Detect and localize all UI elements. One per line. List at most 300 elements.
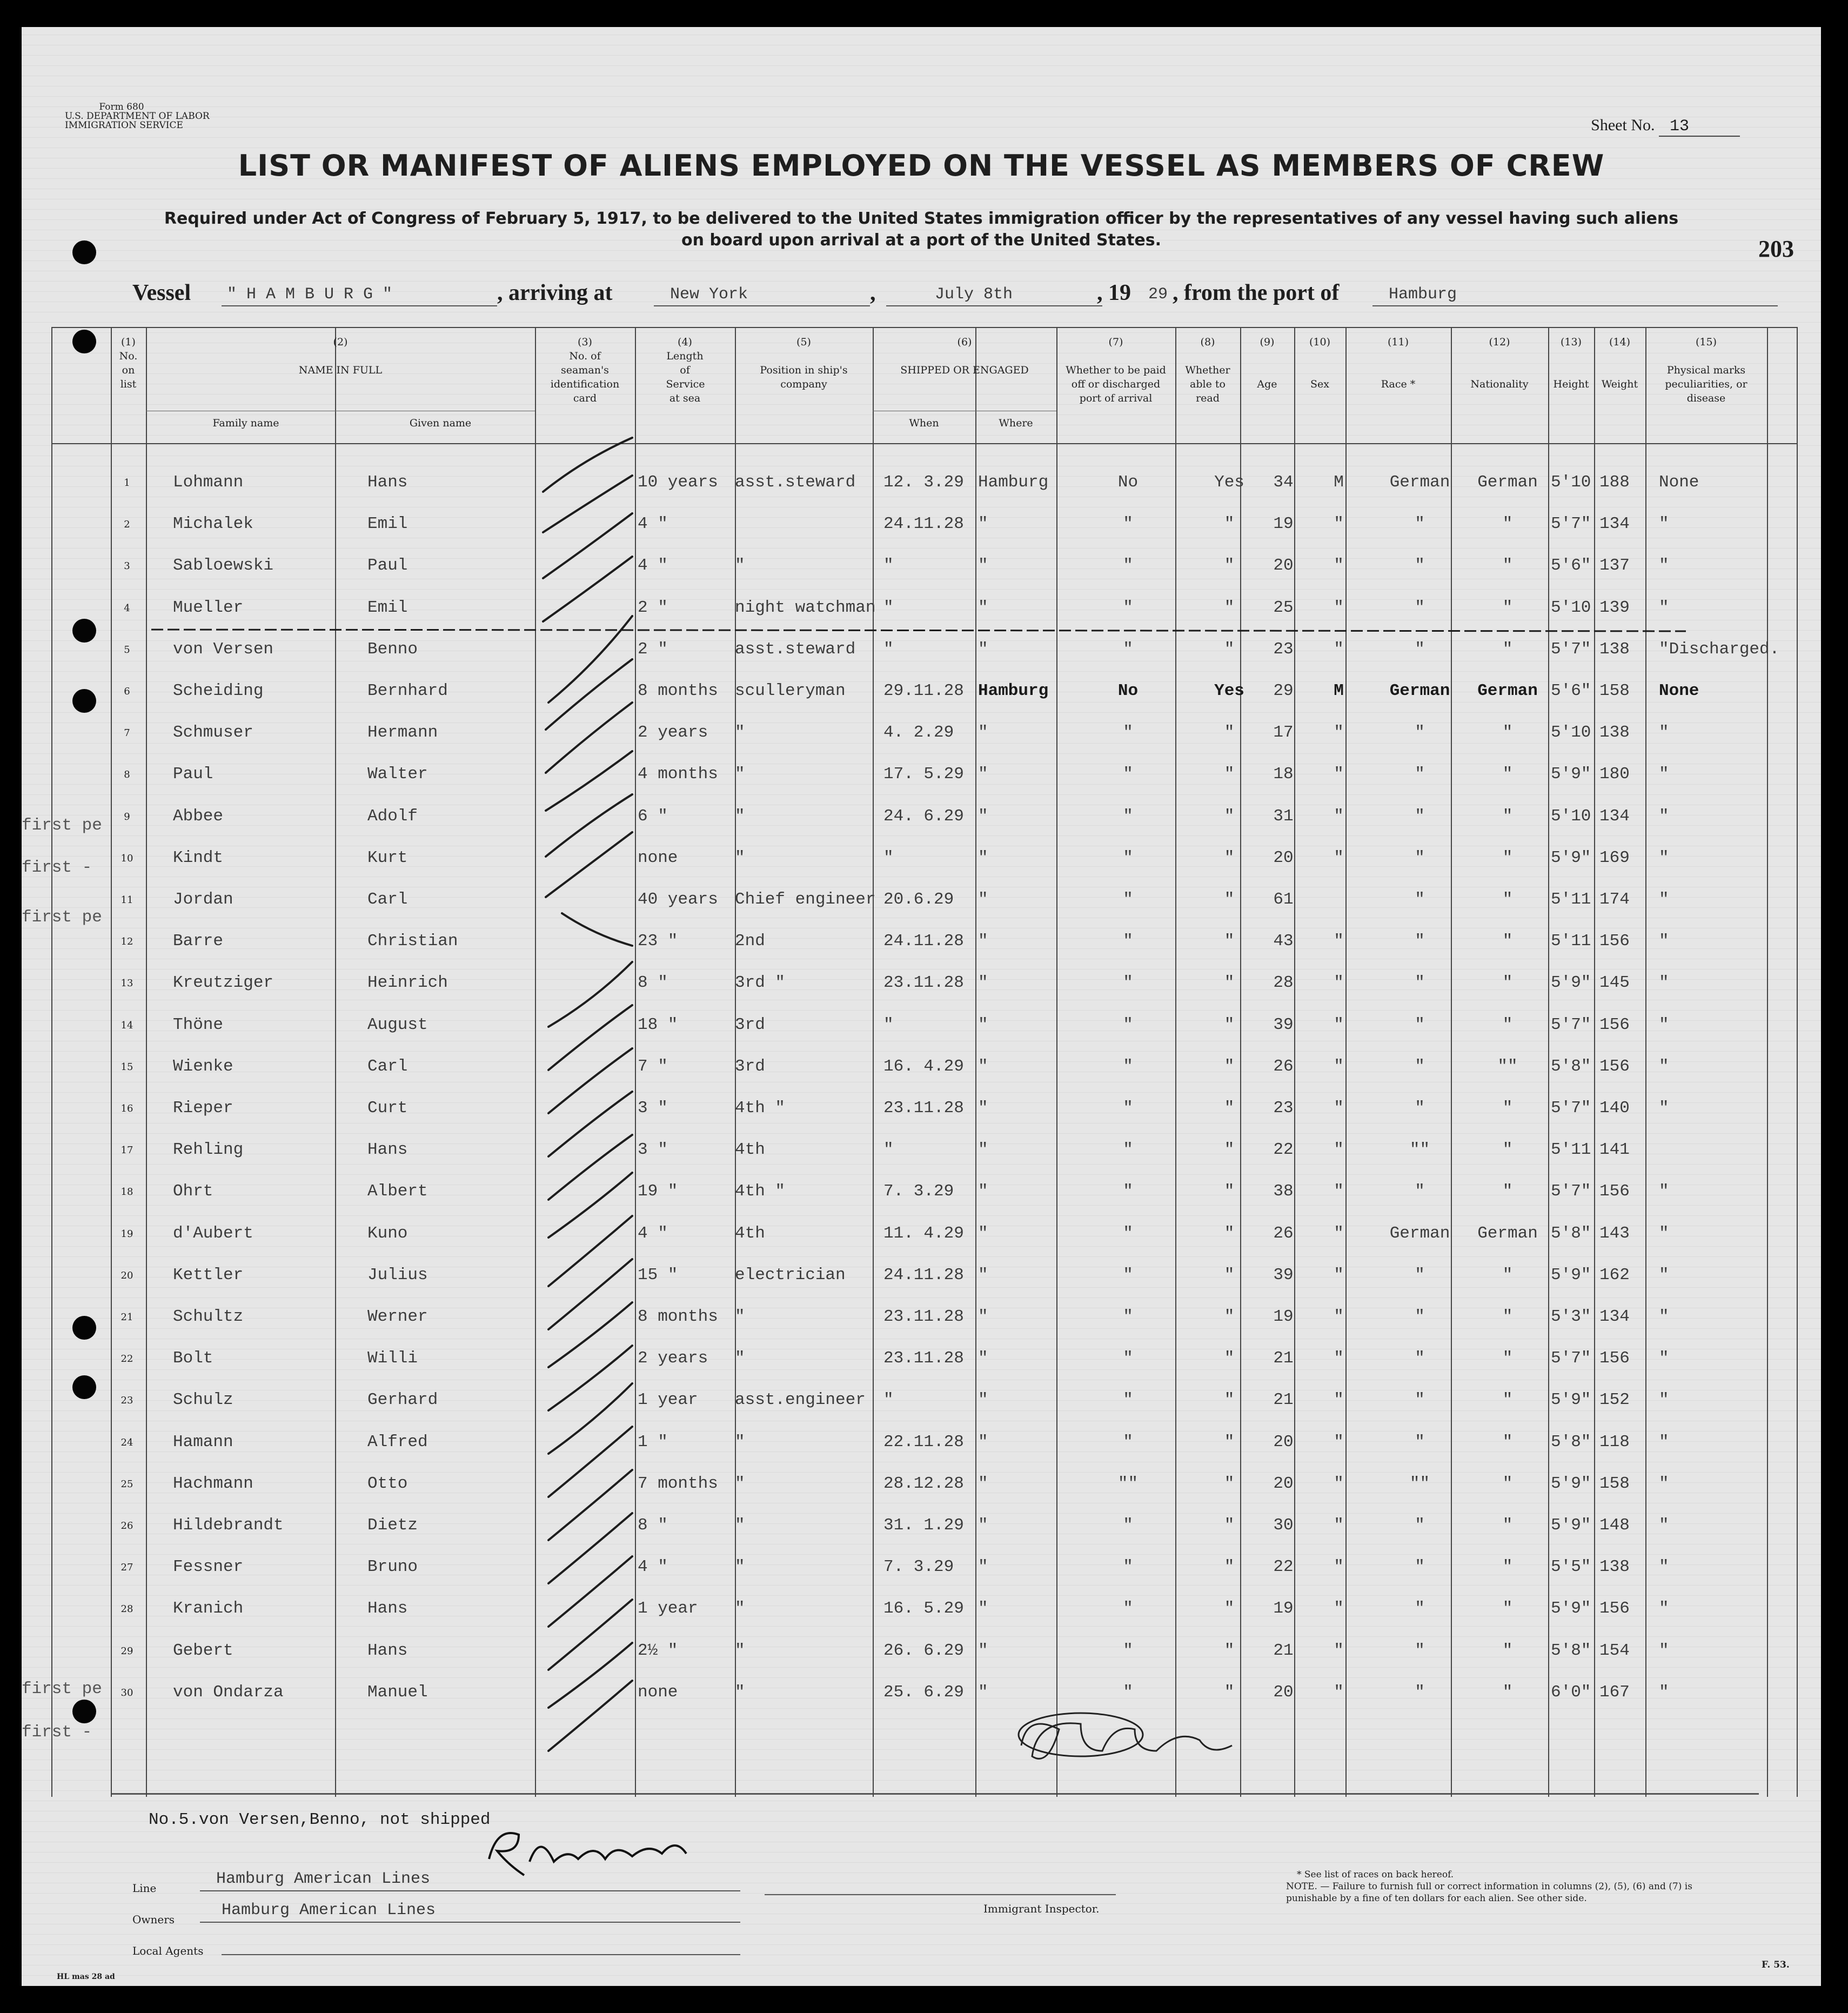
row-weight: 174 [1599, 890, 1630, 909]
row-race: " [1415, 598, 1425, 617]
row-no: 25 [120, 1479, 133, 1490]
col-3-header: (3) No. of seaman's identification card [550, 336, 620, 404]
row-paid: " [1123, 1390, 1133, 1409]
row-nationality: " [1502, 1182, 1513, 1201]
row-family: Kindt [173, 848, 224, 867]
row-race: " [1415, 723, 1425, 742]
row-height: 5'7" [1551, 1099, 1591, 1118]
row-read: " [1224, 556, 1235, 575]
row-paid: " [1123, 640, 1133, 659]
year-prefix: , 19 [1097, 280, 1131, 305]
row-read: " [1224, 1474, 1235, 1493]
row-paid: " [1123, 1224, 1133, 1243]
document-title: LIST OR MANIFEST OF ALIENS EMPLOYED ON THE VESSEL AS MEMBERS OF CREW [238, 149, 1605, 183]
row-marks: " [1659, 1349, 1669, 1368]
row-no: 6 [124, 686, 130, 697]
row-read: " [1224, 640, 1235, 659]
line-value: Hamburg American Lines [216, 1870, 431, 1888]
row-position: " [735, 848, 745, 867]
row-nationality: " [1502, 640, 1513, 659]
row-when: " [883, 598, 894, 617]
row-no: 29 [120, 1646, 133, 1657]
row-family: von Ondarza [173, 1683, 284, 1702]
row-age: 34 [1273, 473, 1294, 492]
row-height: 5'7" [1551, 640, 1591, 659]
row-service: 4 months [638, 765, 718, 784]
row-race: " [1415, 932, 1425, 951]
row-weight: 137 [1599, 556, 1630, 575]
row-race: " [1415, 1516, 1425, 1535]
row-given: Kurt [367, 848, 408, 867]
row-read: " [1224, 1015, 1235, 1034]
row-when: 29.11.28 [883, 681, 964, 700]
row-paid: No [1117, 473, 1139, 492]
row-paid: " [1123, 1140, 1133, 1159]
row-when: 22.11.28 [883, 1433, 964, 1452]
row-when: 16. 5.29 [883, 1599, 964, 1618]
row-sex: " [1334, 1307, 1344, 1326]
row-given: Paul [367, 556, 408, 575]
row-service: 10 years [638, 473, 718, 492]
row-given: Carl [367, 890, 408, 909]
row-marks: " [1659, 514, 1669, 533]
row-given: Benno [367, 640, 418, 659]
row-sex: " [1334, 514, 1344, 533]
row-service: 2 " [638, 640, 668, 659]
row-where: " [978, 1433, 988, 1452]
row-paid: " [1123, 598, 1133, 617]
row-where: " [978, 932, 988, 951]
row-position: electrician [735, 1266, 846, 1285]
row-age: 39 [1273, 1015, 1294, 1034]
row-height: 5'11 [1551, 890, 1591, 909]
row-position: asst.steward [735, 640, 856, 659]
row-weight: 154 [1599, 1641, 1630, 1660]
row-marks: " [1659, 1015, 1669, 1034]
row-when: 11. 4.29 [883, 1224, 964, 1243]
owners-label: Owners [132, 1913, 175, 1926]
row-given: Heinrich [367, 973, 448, 992]
row-paid: " [1123, 1433, 1133, 1452]
row-where: " [978, 1641, 988, 1660]
row-height: 5'10 [1551, 807, 1591, 826]
row-race: " [1415, 1433, 1425, 1452]
row-nationality: " [1502, 556, 1513, 575]
col-2-header: (2) NAME IN FULL [298, 336, 383, 376]
row-family: Rieper [173, 1099, 233, 1118]
row-height: 5'9" [1551, 1390, 1591, 1409]
row-when: 26. 6.29 [883, 1641, 964, 1660]
row-read: " [1224, 890, 1235, 909]
row-service: 40 years [638, 890, 718, 909]
row-given: Otto [367, 1474, 408, 1493]
row-race: "" [1409, 1140, 1430, 1159]
row-when: " [883, 848, 894, 867]
row-where: " [978, 1140, 988, 1159]
row-nationality: " [1502, 807, 1513, 826]
row-weight: 134 [1599, 1307, 1630, 1326]
row-where: " [978, 556, 988, 575]
row-family: Schultz [173, 1307, 244, 1326]
row-race: German [1389, 1224, 1450, 1243]
row-nationality: " [1502, 1140, 1513, 1159]
row-service: 2 " [638, 598, 668, 617]
row-position: 3rd " [735, 973, 786, 992]
row-when: " [883, 556, 894, 575]
row-weight: 156 [1599, 1057, 1630, 1076]
row-no: 8 [124, 769, 130, 780]
row-where: " [978, 1683, 988, 1702]
row-race: " [1415, 890, 1425, 909]
row-position: " [735, 807, 745, 826]
row-nationality: " [1502, 1641, 1513, 1660]
row-position: 3rd [735, 1015, 765, 1034]
manifest-sheet [22, 27, 1821, 1986]
row-paid: " [1123, 1266, 1133, 1285]
row-family: Scheiding [173, 681, 264, 700]
row-position: 2nd [735, 932, 765, 951]
row-nationality: " [1502, 1099, 1513, 1118]
row-race: " [1415, 848, 1425, 867]
row-read: " [1224, 848, 1235, 867]
row-when: " [883, 1140, 894, 1159]
col-6-when-subheader: When [909, 417, 939, 429]
row-paid: " [1123, 1015, 1133, 1034]
row-read: " [1224, 1683, 1235, 1702]
row-when: " [883, 1015, 894, 1034]
row-service: 7 " [638, 1057, 668, 1076]
row-nationality: " [1502, 1433, 1513, 1452]
row-height: 5'11 [1551, 932, 1591, 951]
row-marks: None [1659, 473, 1699, 492]
row-nationality: German [1477, 473, 1538, 492]
row-paid: " [1123, 932, 1133, 951]
row-position: " [735, 556, 745, 575]
row-when: 24.11.28 [883, 1266, 964, 1285]
row-service: 1 year [638, 1599, 698, 1618]
row-given: Hans [367, 1641, 408, 1660]
row-height: 5'7" [1551, 1015, 1591, 1034]
row-age: 25 [1273, 598, 1294, 617]
row-service: 23 " [638, 932, 678, 951]
row-sex: " [1334, 1641, 1344, 1660]
row-no: 18 [120, 1186, 133, 1198]
row-service: 4 " [638, 1224, 668, 1243]
row-paid: " [1123, 556, 1133, 575]
row-given: Hans [367, 1140, 408, 1159]
row-given: August [367, 1015, 428, 1034]
row-nationality: " [1502, 598, 1513, 617]
row-paid: " [1123, 890, 1133, 909]
row-read: " [1224, 765, 1235, 784]
row-marks: " [1659, 723, 1669, 742]
row-family: Ohrt [173, 1182, 213, 1201]
col-4-header: (4) Length of Service at sea [666, 336, 705, 404]
row-sex: " [1334, 556, 1344, 575]
row-marks: " [1659, 848, 1669, 867]
row-paid: " [1123, 1683, 1133, 1702]
row-read: Yes [1214, 681, 1244, 700]
row-sex: " [1334, 1433, 1344, 1452]
row-where: " [978, 1182, 988, 1201]
row-paid: " [1123, 973, 1133, 992]
row-given: Adolf [367, 807, 418, 826]
row-when: 25. 6.29 [883, 1683, 964, 1702]
row-weight: 139 [1599, 598, 1630, 617]
row-service: 4 " [638, 1557, 668, 1576]
row-race: " [1415, 514, 1425, 533]
row-read: " [1224, 514, 1235, 533]
row-weight: 156 [1599, 932, 1630, 951]
row-nationality: " [1502, 1683, 1513, 1702]
row-when: " [883, 640, 894, 659]
row-read: " [1224, 598, 1235, 617]
margin-note: first pe [22, 908, 102, 927]
row-position: " [735, 723, 745, 742]
row-position: " [735, 1474, 745, 1493]
row-family: Schmuser [173, 723, 253, 742]
row-given: Curt [367, 1099, 408, 1118]
row-age: 26 [1273, 1057, 1294, 1076]
row-marks: " [1659, 1599, 1669, 1618]
row-read: " [1224, 1390, 1235, 1409]
row-when: 24.11.28 [883, 514, 964, 533]
row-service: 3 " [638, 1140, 668, 1159]
row-family: d'Aubert [173, 1224, 253, 1243]
row-age: 21 [1273, 1641, 1294, 1660]
margin-note: first - [22, 858, 92, 877]
row-height: 5'7" [1551, 514, 1591, 533]
row-nationality: "" [1497, 1057, 1518, 1076]
row-where: " [978, 1266, 988, 1285]
row-when: 23.11.28 [883, 1099, 964, 1118]
row-age: 22 [1273, 1140, 1294, 1159]
row-nationality: " [1502, 765, 1513, 784]
row-sex: " [1334, 1182, 1344, 1201]
row-no: 21 [120, 1312, 133, 1323]
row-given: Gerhard [367, 1390, 438, 1409]
row-service: 8 months [638, 1307, 718, 1326]
row-given: Walter [367, 765, 428, 784]
row-given: Alfred [367, 1433, 428, 1452]
row-weight: 138 [1599, 723, 1630, 742]
row-nationality: " [1502, 1015, 1513, 1034]
row-position: " [735, 1599, 745, 1618]
row-service: 2 years [638, 1349, 708, 1368]
row-weight: 141 [1599, 1140, 1630, 1159]
row-no: 2 [124, 519, 130, 530]
row-no: 3 [124, 560, 130, 572]
row-race: " [1415, 556, 1425, 575]
row-height: 5'9" [1551, 1474, 1591, 1493]
row-marks: " [1659, 1266, 1669, 1285]
row-sex: " [1334, 1390, 1344, 1409]
row-family: Wienke [173, 1057, 233, 1076]
row-family: Hildebrandt [173, 1516, 284, 1535]
row-position: 4th [735, 1224, 765, 1243]
row-weight: 118 [1599, 1433, 1630, 1452]
row-when: 24. 6.29 [883, 807, 964, 826]
sheet-number-label: Sheet No. [1591, 116, 1655, 134]
row-age: 20 [1273, 1683, 1294, 1702]
row-race: " [1415, 1266, 1425, 1285]
from-label: , from the port of [1173, 280, 1340, 305]
row-family: Michalek [173, 514, 253, 533]
row-nationality: " [1502, 1557, 1513, 1576]
row-family: Hamann [173, 1433, 233, 1452]
row-height: 5'10 [1551, 598, 1591, 617]
row-where: " [978, 807, 988, 826]
row-family: Kettler [173, 1266, 244, 1285]
row-paid: " [1123, 1557, 1133, 1576]
row-paid: " [1123, 1307, 1133, 1326]
row-nationality: " [1502, 514, 1513, 533]
col-15-header: (15) Physical marks peculiarities, or disease [1665, 336, 1747, 404]
row-weight: 138 [1599, 640, 1630, 659]
row-nationality: " [1502, 932, 1513, 951]
row-read: " [1224, 1057, 1235, 1076]
row-age: 23 [1273, 640, 1294, 659]
row-height: 5'9" [1551, 1516, 1591, 1535]
row-age: 17 [1273, 723, 1294, 742]
row-age: 38 [1273, 1182, 1294, 1201]
row-paid: " [1123, 1182, 1133, 1201]
row-read: " [1224, 1516, 1235, 1535]
agent-signature [489, 1833, 686, 1875]
row-family: Lohmann [173, 473, 244, 492]
row-no: 14 [120, 1020, 133, 1031]
row-age: 30 [1273, 1516, 1294, 1535]
row-paid: " [1123, 723, 1133, 742]
col-12-header: (12) Nationality [1470, 336, 1529, 390]
row-paid: " [1123, 1599, 1133, 1618]
arriving-label: , arriving at [497, 280, 613, 305]
row-no: 12 [120, 936, 133, 947]
col-13-header: (13) Height [1553, 336, 1589, 390]
row-race: " [1415, 1683, 1425, 1702]
row-weight: 162 [1599, 1266, 1630, 1285]
row-where: " [978, 598, 988, 617]
row-age: 21 [1273, 1349, 1294, 1368]
row-family: Gebert [173, 1641, 233, 1660]
row-marks: None [1659, 681, 1699, 700]
row-age: 23 [1273, 1099, 1294, 1118]
row-marks: " [1659, 1182, 1669, 1201]
row-given: Hermann [367, 723, 438, 742]
row-race: " [1415, 1641, 1425, 1660]
row-family: Sabloewski [173, 556, 274, 575]
row-height: 5'8" [1551, 1433, 1591, 1452]
row-no: 11 [120, 894, 133, 906]
row-read: " [1224, 723, 1235, 742]
row-given: Dietz [367, 1516, 418, 1535]
margin-note: first pe [22, 816, 102, 835]
inspector-signature [1019, 1713, 1232, 1758]
row-service: 19 " [638, 1182, 678, 1201]
row-where: " [978, 1307, 988, 1326]
row-nationality: German [1477, 681, 1538, 700]
row-height: 5'7" [1551, 1182, 1591, 1201]
row-when: 12. 3.29 [883, 473, 964, 492]
row-sex: " [1334, 1557, 1344, 1576]
row-service: 15 " [638, 1266, 678, 1285]
row-marks: " [1659, 1390, 1669, 1409]
row-marks: " [1659, 1433, 1669, 1452]
row-height: 5'3" [1551, 1307, 1591, 1326]
row-age: 26 [1273, 1224, 1294, 1243]
row-sex: " [1334, 1057, 1344, 1076]
row-given: Julius [367, 1266, 428, 1285]
row-marks: " [1659, 1683, 1669, 1702]
row-no: 30 [120, 1687, 133, 1698]
row-marks: " [1659, 1557, 1669, 1576]
row-sex: " [1334, 807, 1344, 826]
row-family: Paul [173, 765, 213, 784]
margin-note: first pe [22, 1680, 102, 1698]
row-position: night watchman [735, 598, 876, 617]
row-where: Hamburg [978, 681, 1049, 700]
row-read: " [1224, 1182, 1235, 1201]
row-age: 21 [1273, 1390, 1294, 1409]
row-race: " [1415, 807, 1425, 826]
races-note: * See list of races on back hereof. [1297, 1869, 1454, 1880]
row-sex: " [1334, 1474, 1344, 1493]
row-family: Bolt [173, 1349, 213, 1368]
row-no: 24 [120, 1437, 133, 1448]
row-given: Werner [367, 1307, 428, 1326]
row-position: 4th " [735, 1182, 786, 1201]
row-no: 26 [120, 1520, 133, 1532]
row-where: " [978, 723, 988, 742]
row-weight: 180 [1599, 765, 1630, 784]
row-service: 4 " [638, 514, 668, 533]
row-when: 7. 3.29 [883, 1182, 954, 1201]
row-position: sculleryman [735, 681, 846, 700]
form-code: F. 53. [1762, 1960, 1790, 1970]
row-where: " [978, 1057, 988, 1076]
row-given: Hans [367, 473, 408, 492]
row-no: 20 [120, 1270, 133, 1281]
row-weight: 158 [1599, 1474, 1630, 1493]
row-age: 20 [1273, 556, 1294, 575]
row-read: " [1224, 1349, 1235, 1368]
col-9-header: (9) Age [1257, 336, 1277, 390]
line-label: Line [132, 1882, 157, 1895]
year-suffix: 29 [1148, 285, 1168, 304]
row-when: 28.12.28 [883, 1474, 964, 1493]
row-height: 5'8" [1551, 1057, 1591, 1076]
row-where: " [978, 1557, 988, 1576]
row-height: 5'10 [1551, 473, 1591, 492]
penalty-note: NOTE. — Failure to furnish full or correct information in columns (2), (5), (6) and (7) is punishable by a fine of ten dollars for each alien. See other side. [1286, 1881, 1692, 1904]
remark-not-shipped: No.5.von Versen,Benno, not shipped [149, 1810, 491, 1829]
stamp-number: 203 [1758, 236, 1794, 262]
row-paid: " [1123, 765, 1133, 784]
row-weight: 148 [1599, 1516, 1630, 1535]
row-no: 17 [120, 1145, 133, 1156]
row-weight: 156 [1599, 1182, 1630, 1201]
row-read: " [1224, 807, 1235, 826]
row-read: " [1224, 1557, 1235, 1576]
row-nationality: " [1502, 1266, 1513, 1285]
immigrant-inspector-label: Immigrant Inspector. [983, 1902, 1100, 1915]
row-where: " [978, 514, 988, 533]
row-sex: " [1334, 932, 1344, 951]
col-2-given-subheader: Given name [409, 417, 472, 429]
row-sex: " [1334, 1224, 1344, 1243]
form-number: Form 680 [99, 102, 144, 112]
row-where: " [978, 1224, 988, 1243]
